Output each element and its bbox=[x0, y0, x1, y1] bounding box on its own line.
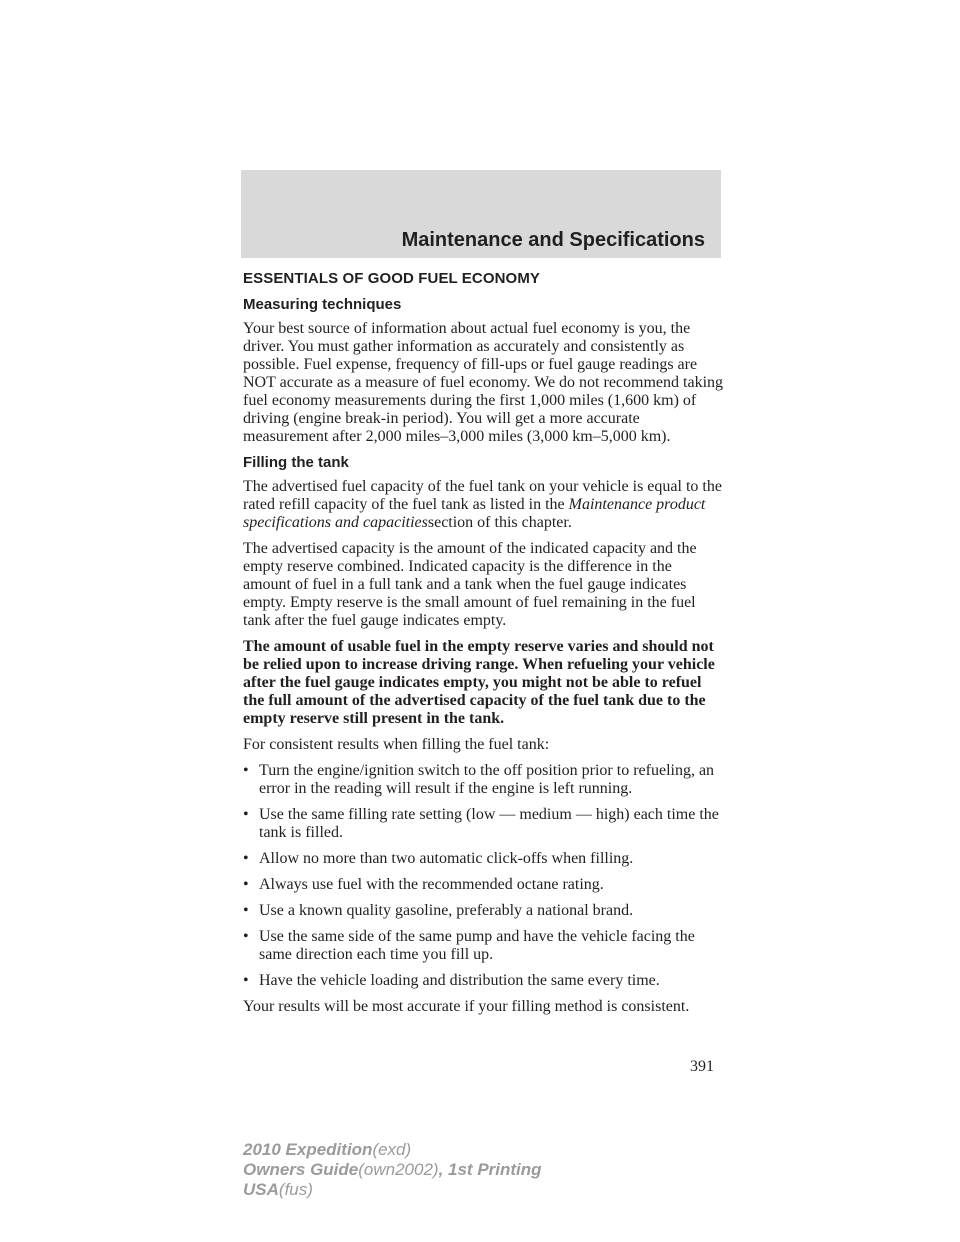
footer-guide: Owners Guide bbox=[243, 1160, 359, 1179]
footer-line-3 bbox=[243, 1180, 542, 1200]
list-item-text: Turn the engine/ignition switch to the off position prior to refueling, an error in the reading will result if the engine is left running. bbox=[259, 762, 715, 797]
paragraph-text-end: section of this chapter. bbox=[427, 514, 572, 531]
page-number: 391 bbox=[690, 1058, 714, 1075]
fuel-reserve-warning: The amount of usable fuel in the empty reserve varies and should not be relied upon to increase driving range. When refueling your vehicle after the fuel gauge indicates empty, you might not be able to refuel the full amount of the advertised capacity of the fuel tank due to the empty reserve still present in the tank. bbox=[243, 638, 715, 727]
list-item bbox=[243, 876, 723, 894]
print-footer bbox=[243, 1140, 542, 1200]
list-item-text: Allow no more than two automatic click-offs when filling. bbox=[259, 850, 634, 867]
filling-tank-paragraph-2: The advertised capacity is the amount of the indicated capacity and the empty reserve combined. Indicated capacity is the difference in the amount of fuel in a full tank and a tank when the fuel gauge indicates empty. Empty reserve is the small amount of fuel remaining in the fuel tank after the fuel gauge indicates empty. bbox=[243, 540, 697, 629]
filling-tank-paragraph-1 bbox=[243, 478, 723, 532]
bullet-icon: • bbox=[243, 876, 249, 893]
bullet-icon: • bbox=[243, 762, 249, 779]
fuel-tips-list bbox=[243, 762, 723, 990]
list-item-text: Have the vehicle loading and distribution the same every time. bbox=[259, 972, 660, 989]
bullet-icon: • bbox=[243, 928, 249, 945]
list-item bbox=[243, 762, 723, 798]
list-item-text: Use a known quality gasoline, preferably a national brand. bbox=[259, 902, 634, 919]
bullet-icon: • bbox=[243, 806, 249, 823]
list-item bbox=[243, 850, 723, 868]
bullet-icon: • bbox=[243, 850, 249, 867]
footer-model: 2010 Expedition bbox=[243, 1140, 373, 1159]
bullet-icon: • bbox=[243, 902, 249, 919]
footer-model-code: (exd) bbox=[372, 1140, 412, 1159]
chapter-reference: Maintenance product specifications and capacities bbox=[243, 496, 706, 531]
closing-paragraph: Your results will be most accurate if your filling method is consistent. bbox=[243, 998, 690, 1015]
measuring-techniques-paragraph: Your best source of information about actual fuel economy is you, the driver. You must gather information as accurately and consistently as possible. Fuel expense, frequency of fill-ups or fuel gauge readings are NOT accurate as a measure of fuel economy. We do not recommend taking fuel economy measurements during the first 1,000 miles (1,600 km) of driving (engine break-in period). You will get a more accurate measurement after 2,000 miles–3,000 miles (3,000 km–5,000 km). bbox=[243, 320, 724, 445]
list-item bbox=[243, 806, 723, 842]
list-item-text: Use the same side of the same pump and have the vehicle facing the same direction each time you fill up. bbox=[259, 928, 695, 963]
page-content bbox=[243, 270, 723, 1024]
main-heading: ESSENTIALS OF GOOD FUEL ECONOMY bbox=[243, 270, 541, 287]
bullet-icon: • bbox=[243, 972, 249, 989]
footer-guide-code: (own2002) bbox=[358, 1160, 439, 1179]
list-item bbox=[243, 902, 723, 920]
list-intro: For consistent results when filling the fuel tank: bbox=[243, 736, 550, 753]
footer-printing: , 1st Printing bbox=[438, 1160, 542, 1179]
list-item-text: Use the same filling rate setting (low — medium — high) each time the tank is filled. bbox=[259, 806, 719, 841]
list-item bbox=[243, 972, 723, 990]
list-item bbox=[243, 928, 723, 964]
footer-line-2 bbox=[243, 1160, 542, 1180]
footer-market: USA bbox=[243, 1180, 279, 1199]
section-title: Maintenance and Specifications bbox=[401, 229, 705, 251]
measuring-techniques-heading: Measuring techniques bbox=[243, 296, 402, 313]
section-header-band bbox=[241, 170, 721, 258]
footer-line-1 bbox=[243, 1140, 542, 1160]
filling-tank-heading: Filling the tank bbox=[243, 454, 349, 471]
paragraph-text: The advertised fuel capacity of the fuel tank on your vehicle is equal to the rated refill capacity of the fuel tank as listed in the bbox=[243, 478, 722, 513]
footer-market-code: (fus) bbox=[278, 1180, 313, 1199]
list-item-text: Always use fuel with the recommended octane rating. bbox=[259, 876, 604, 893]
